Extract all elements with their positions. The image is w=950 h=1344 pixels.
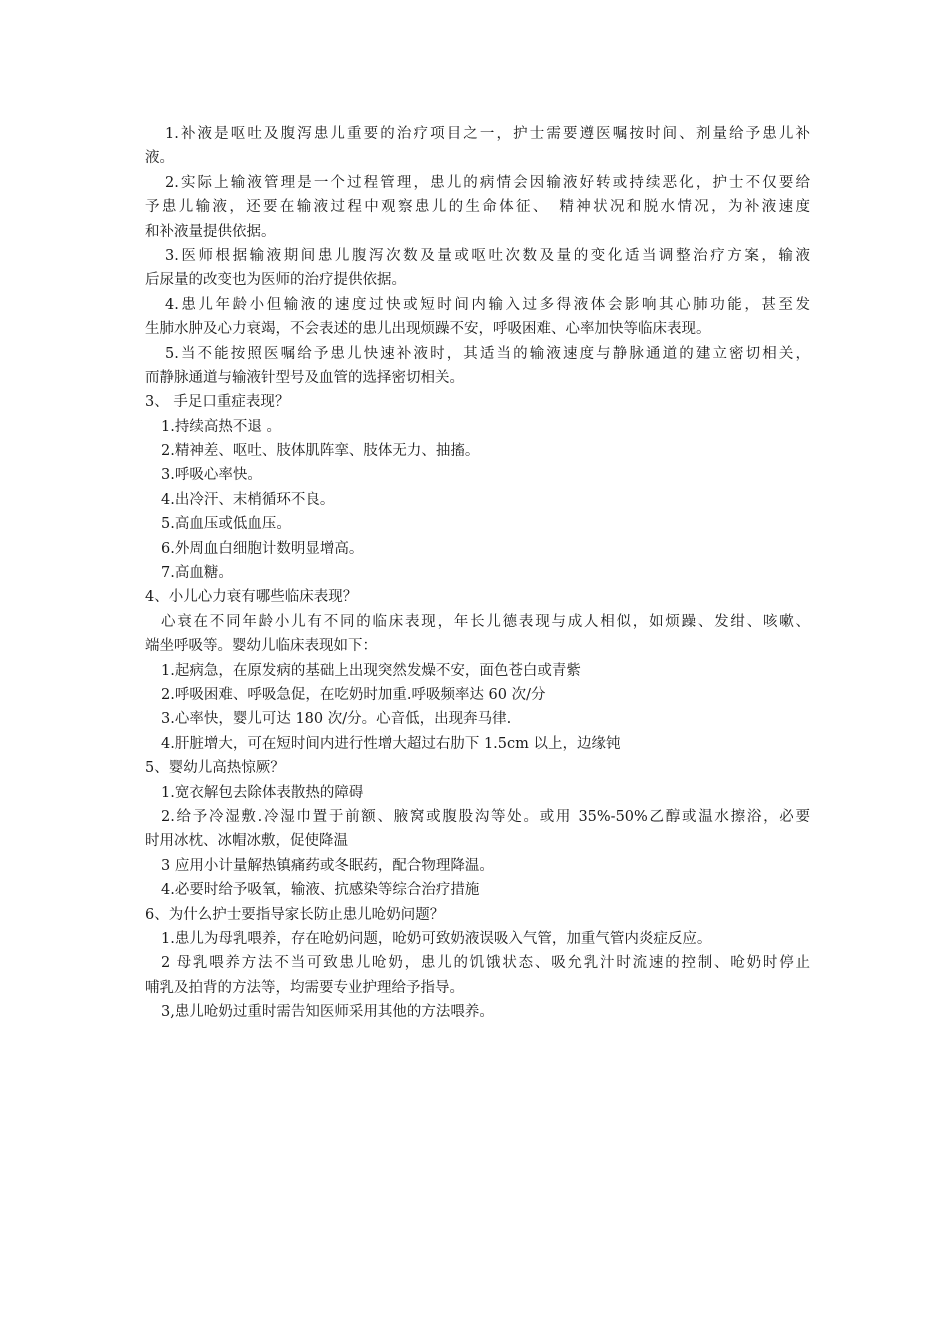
list-item: 3.心率快，婴儿可达 180 次/分。心音低，出现奔马律. [161, 711, 512, 728]
paragraph-line: 端坐呼吸等。婴幼儿临床表现如下： [145, 638, 377, 655]
section-heading: 5、婴幼儿高热惊厥？ [145, 760, 285, 777]
paragraph-line: 生肺水肿及心力衰竭，不会表述的患儿出现烦躁不安，呼吸困难、心率加快等临床表现。 [145, 321, 711, 338]
list-item: 3 应用小计量解热镇痛药或冬眠药，配合物理降温。 [161, 857, 494, 874]
list-item: 2.呼吸困难、呼吸急促，在吃奶时加重.呼吸频率达 60 次/分 [161, 686, 546, 703]
list-item: 1.患儿为母乳喂养，存在呛奶问题，呛奶可致奶液误吸入气管，加重气管内炎症反应。 [161, 930, 712, 947]
list-item: 4.出冷汗、末梢循环不良。 [161, 491, 335, 508]
list-item: 1.宽衣解包去除体表散热的障碍 [161, 784, 364, 801]
paragraph-line: 4.患儿年龄小但输液的速度过快或短时间内输入过多得液体会影响其心肺功能，甚至发 [165, 296, 810, 313]
list-item: 7.高血糖。 [161, 565, 233, 582]
paragraph-line: 和补液量提供依据。 [145, 223, 276, 240]
paragraph-line: 2.实际上输液管理是一个过程管理，患儿的病情会因输液好转或持续恶化，护士不仅要给 [165, 174, 810, 191]
document-body [145, 122, 810, 1024]
paragraph-line: 哺乳及拍背的方法等，均需要专业护理给予指导。 [145, 979, 464, 996]
list-item: 6.外周血白细胞计数明显增高。 [161, 540, 364, 557]
paragraph-line: 3.医师根据输液期间患儿腹泻次数及量或呕吐次数及量的变化适当调整治疗方案，输液 [165, 247, 810, 264]
paragraph-line: 心衰在不同年龄小儿有不同的临床表现，年长儿德表现与成人相似，如烦躁、发绀、咳嗽、 [161, 613, 810, 630]
list-item: 3,患儿呛奶过重时需告知医师采用其他的方法喂养。 [161, 1004, 494, 1021]
paragraph-line: 时用冰枕、冰帽冰敷，促使降温 [145, 833, 348, 850]
paragraph-line: 1.补液是呕吐及腹泻患儿重要的治疗项目之一，护士需要遵医嘱按时间、剂量给予患儿补 [165, 126, 810, 142]
paragraph-line: 5.当不能按照医嘱给予患儿快速补液时，其适当的输液速度与静脉通道的建立密切相关， [165, 345, 810, 362]
list-item: 3.呼吸心率快。 [161, 467, 262, 484]
section-heading: 3、 手足口重症表现？ [145, 394, 290, 411]
paragraph-line: 予患儿输液，还要在输液过程中观察患儿的生命体征、 精神状况和脱水情况，为补液速度 [145, 199, 810, 216]
section-heading: 6、为什么护士要指导家长防止患儿呛奶问题？ [145, 906, 445, 923]
paragraph-line: 2 母乳喂养方法不当可致患儿呛奶，患儿的饥饿状态、吸允乳汁时流速的控制、呛奶时停止 [161, 955, 810, 972]
list-item: 1.持续高热不退 。 [161, 418, 281, 435]
paragraph-line: 而静脉通道与输液针型号及血管的选择密切相关。 [145, 369, 464, 386]
paragraph-line: 2.给予冷湿敷.冷湿巾置于前额、腋窝或腹股沟等处。或用 35%-50%乙醇或温水擦浴，必要 [161, 808, 810, 825]
list-item: 5.高血压或低血压。 [161, 516, 291, 533]
paragraph-line: 后尿量的改变也为医师的治疗提供依据。 [145, 272, 406, 289]
list-item: 4.必要时给予吸氧，输液、抗感染等综合治疗措施 [161, 882, 480, 899]
paragraph-line: 液。 [145, 150, 174, 167]
section-heading: 4、小儿心力衰有哪些临床表现？ [145, 589, 358, 606]
list-item: 1.起病急，在原发病的基础上出现突然发燥不安，面色苍白或青紫 [161, 662, 581, 679]
list-item: 4.肝脏增大，可在短时间内进行性增大超过右肋下 1.5cm 以上，边缘钝 [161, 735, 621, 752]
list-item: 2.精神差、呕吐、肢体肌阵挛、肢体无力、抽搐。 [161, 443, 480, 460]
